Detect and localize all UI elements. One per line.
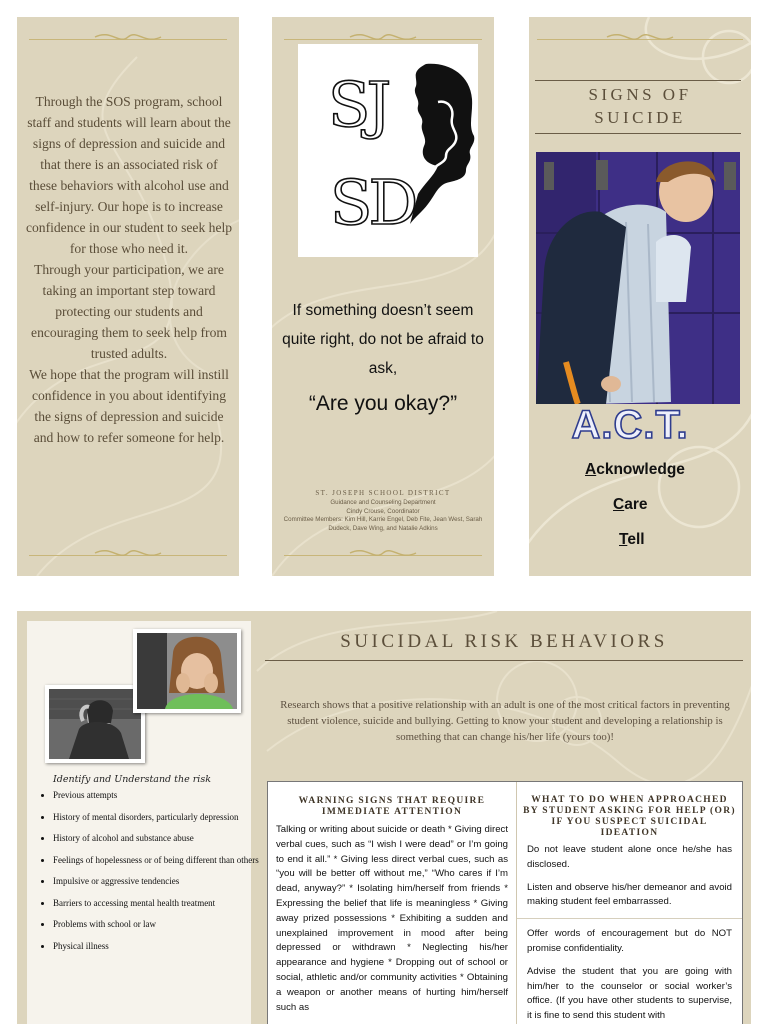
- risk-factor-item: • Barriers to accessing mental health treatment: [53, 895, 261, 912]
- intro-paragraph: Through your participation, we are taking an important step toward protecting our students and encouraging them to seek help from trusted adults.: [31, 262, 227, 361]
- risk-factor-item: • Physical illness: [53, 938, 261, 955]
- student-photo: [536, 152, 740, 404]
- help-quote: If something doesn’t seem quite right, do not be afraid to ask,: [282, 302, 484, 377]
- flourish-ornament: [93, 547, 163, 559]
- risk-factors-column: [27, 621, 259, 1024]
- risk-factor-item: • Previous attempts: [53, 787, 261, 804]
- title-line: SUICIDE: [594, 108, 686, 127]
- research-statement: Research shows that a positive relationship with an adult is one of the most critical factors in preventing student violence, suicide and bullying. Getting to know your student and developing a relationship is something that can change his/her life (yours too)!: [280, 699, 730, 743]
- student-head-in-hands-photo: [49, 689, 141, 759]
- coordinator-name: Cindy Crouse, Coordinator: [346, 507, 420, 515]
- tell-step: [619, 531, 645, 549]
- center-panel: [272, 17, 494, 576]
- intro-paragraph: Through the SOS program, school staff and students will learn about the signs of depression and suicide and that there is an associated risk of these behaviors with alcohol use and self-injury. Our hope is to increase confidence in our student to seek help for those who need it.: [25, 94, 233, 256]
- sjsd-logo-graphic: [298, 44, 478, 257]
- department-name: Guidance and Counseling Department: [330, 499, 436, 506]
- act-acronym: A.C.T.: [571, 403, 689, 447]
- acknowledge-initial: A: [585, 461, 597, 478]
- sjsd-logo: [298, 44, 478, 257]
- flourish-ornament: [93, 31, 163, 43]
- signs-of-suicide-title: [529, 83, 751, 129]
- are-you-okay-quote: “Are you okay?”: [308, 392, 458, 415]
- risk-factor-item: • Impulsive or aggressive tendencies: [53, 873, 261, 890]
- signs-panel: [529, 17, 751, 576]
- photo-frame: [45, 685, 145, 763]
- warning-signs-text: Talking or writing about suicide or death * Giving direct verbal cues, such as “I wish I were dead” or I’m going to end it all.” * Giving less direct verbal cues, such as “you will be better off without me,” “Who cares if I’m dead, anyway?” * Isolating him/herself from friends * Expressing the belief that life is meaningless * Giving away prized possessions * Exhibiting a sudden and unexplained improvement in mood after being depressed or withdrawn * Neglecting his/her appearance and hygiene * Dropping out of school or social, athletic and/or community activities * Obtaining a weapon or another means of hurting him/herself such as: [276, 824, 508, 1013]
- title-rule-bottom: [535, 133, 741, 134]
- what-to-do-column: [517, 782, 742, 1024]
- risk-factor-item: • History of mental disorders, particularly depression: [53, 809, 261, 826]
- risk-factor-item: • Problems with school or law: [53, 916, 261, 933]
- what-to-do-item: Advise the student that you are going with him/her to the counselor or social worker’s office. (If you have other students to supervise, it is fine to send this student with: [527, 965, 732, 1022]
- flourish-ornament: [348, 547, 418, 559]
- flourish-ornament: [348, 31, 418, 43]
- risk-factor-item: • History of alcohol and substance abuse: [53, 830, 261, 847]
- warning-signs-heading: WARNING SIGNS THAT REQUIRE IMMEDIATE ATTENTION: [298, 796, 486, 817]
- title-rule-top: [535, 80, 741, 81]
- care-step: [613, 496, 647, 514]
- flourish-ornament: [605, 31, 675, 43]
- svg-text:SJ: SJ: [328, 68, 388, 141]
- what-to-do-item: Offer words of encouragement but do NOT promise confidentiality.: [517, 918, 742, 957]
- title-line: SIGNS OF: [588, 85, 692, 104]
- warning-signs-table: [267, 781, 743, 1024]
- risk-behaviors-page: [17, 611, 751, 1024]
- what-to-do-item: Listen and observe his/her demeanor and avoid making student feel embarrassed.: [527, 881, 732, 908]
- suicidal-risk-behaviors-title: SUICIDAL RISK BEHAVIORS: [340, 631, 668, 652]
- what-to-do-list: [517, 839, 742, 1024]
- student-sad-photo: [137, 633, 237, 709]
- intro-text: [25, 91, 233, 448]
- what-to-do-heading: WHAT TO DO WHEN APPROACHED BY STUDENT ASKING FOR HELP (OR) IF YOU SUSPECT SUICIDAL IDEATION: [523, 795, 736, 838]
- warning-signs-column: [268, 782, 517, 1024]
- care-rest: are: [624, 496, 648, 513]
- tell-initial: T: [619, 531, 628, 548]
- district-name: ST. JOSEPH SCHOOL DISTRICT: [315, 489, 451, 497]
- identify-risk-caption: Identify and Understand the risk: [53, 774, 211, 785]
- intro-paragraph: We hope that the program will instill confidence in you about identifying the signs of depression and suicide and how to refer someone for help.: [29, 367, 229, 445]
- title-rule: [265, 660, 743, 661]
- risk-factor-list: [37, 787, 261, 959]
- care-initial: C: [613, 496, 625, 513]
- tell-rest: ell: [627, 531, 645, 548]
- what-to-do-item: Do not leave student alone once he/she has disclosed.: [527, 844, 732, 870]
- svg-text:SD: SD: [330, 166, 415, 239]
- risk-factor-item: • Feelings of hopelessness or of being different than others: [53, 852, 261, 869]
- intro-panel: [17, 17, 239, 576]
- acknowledge-step: [585, 461, 685, 479]
- committee-members: Committee Members: Kim Hill, Karrie Engel, Deb Fite, Jean West, Sarah Dudeck, Dave Wing, and Natalie Adkins: [283, 516, 483, 532]
- acknowledge-rest: cknowledge: [596, 461, 685, 478]
- photo-frame: [133, 629, 241, 713]
